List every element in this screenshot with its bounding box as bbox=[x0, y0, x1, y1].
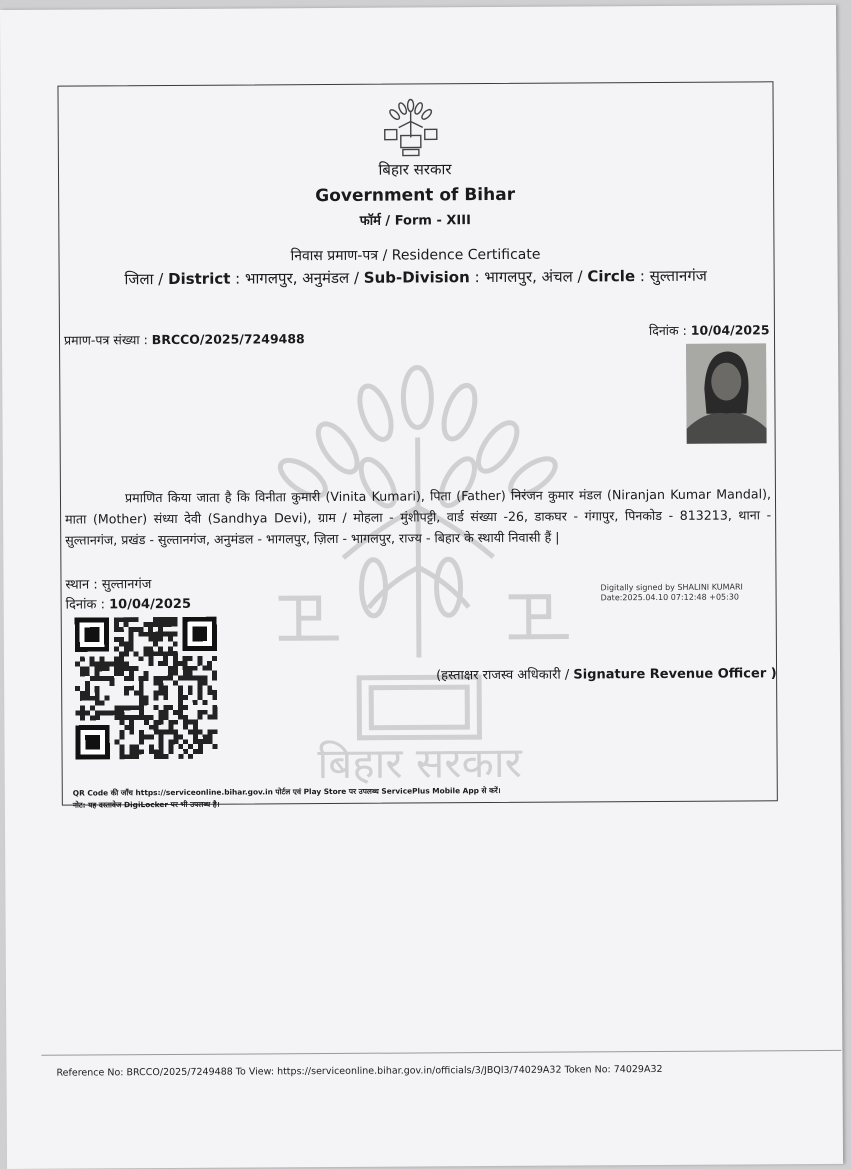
bihar-emblem-watermark bbox=[257, 356, 580, 788]
issue-date bbox=[649, 321, 770, 339]
form-label: फॉर्म / Form - XIII bbox=[359, 213, 471, 229]
issue-date-value: 10/04/2025 bbox=[690, 322, 770, 338]
cert-number-label: प्रमाण-पत्र संख्या : bbox=[63, 332, 152, 348]
subdivision-value: : भागलपुर, अंचल / bbox=[469, 267, 588, 287]
photo-placeholder-icon bbox=[686, 343, 767, 443]
signature-line bbox=[436, 663, 777, 683]
place-date bbox=[66, 595, 191, 616]
watermark-text: बिहार सरकार bbox=[317, 737, 522, 789]
subdivision-label: Sub-Division bbox=[363, 268, 470, 287]
gov-title: Government of Bihar bbox=[315, 184, 516, 207]
district-value: : भागलपुर, अनुमंडल / bbox=[230, 268, 364, 288]
bihar-emblem-logo bbox=[381, 97, 441, 157]
footer-divider bbox=[41, 1050, 841, 1056]
certificate-body bbox=[65, 483, 771, 550]
signature-english: Signature Revenue Officer ) bbox=[573, 666, 777, 683]
qr-code[interactable] bbox=[74, 617, 219, 760]
cert-number-value: BRCCO/2025/7249488 bbox=[151, 331, 305, 348]
district-prefix: जिला / bbox=[124, 269, 169, 289]
certificate-number bbox=[64, 330, 305, 348]
certificate-title: निवास प्रमाण-पत्र / Residence Certificate bbox=[290, 246, 541, 265]
digital-signature bbox=[601, 582, 743, 603]
gov-title-hindi: बिहार सरकार bbox=[378, 160, 452, 179]
applicant-photo bbox=[686, 343, 767, 443]
circle-label: Circle bbox=[587, 267, 636, 286]
place-line: स्थान : सुल्तानगंज bbox=[65, 577, 152, 593]
qr-note-line2: नोट: यह दस्तावेज DigiLocker पर भी उपलब्ध है। bbox=[72, 799, 220, 810]
place-date-value: 10/04/2025 bbox=[109, 596, 192, 613]
certificate-sheet bbox=[0, 5, 843, 1169]
signature-hindi: (हस्ताक्षर राजस्व अधिकारी / bbox=[436, 667, 574, 684]
certificate-paragraph: प्रमाणित किया जाता है कि विनीता कुमारी (Vinita Kumari), पिता (Father) निरंजन कुमार मंडल (Niranjan Kumar Mandal), माता (Mother) संध्या देवी (Sandhya Devi), ग्राम / मोहला - मुंशीपट्टी, वार्ड संख्या -26, डाकघर - गंगापुर, पिनकोड - 813213, थाना - सुल्तानगंज, प्रखंड - सुल्तानगंज, अनुमंडल - भागलपुर, ज़िला - भागलपुर, राज्य - बिहार के स्थायी निवासी हैं | bbox=[65, 486, 772, 548]
place-date-label: दिनांक : bbox=[65, 597, 110, 613]
issue-date-label: दिनांक : bbox=[648, 322, 691, 339]
qr-note bbox=[73, 785, 501, 812]
digital-signature-name: Digitally signed by SHALINI KUMARI bbox=[600, 582, 743, 593]
district-label: District bbox=[168, 269, 231, 288]
circle-value: : सुल्तानगंज bbox=[635, 266, 707, 286]
digital-signature-date: Date:2025.04.10 07:12:48 +05:30 bbox=[600, 592, 740, 603]
reference-footer: Reference No: BRCCO/2025/7249488 To View: https://serviceonline.bihar.gov.in/officials/3/JBQl3/74029A32 Token No: 74029A32 bbox=[56, 1063, 663, 1079]
place-block bbox=[65, 575, 191, 616]
qr-note-line1: QR Code की जाँच https://serviceonline.bihar.gov.in पोर्टल एवं Play Store पर उपलब्ध ServicePlus Mobile App से करें। bbox=[72, 785, 501, 798]
